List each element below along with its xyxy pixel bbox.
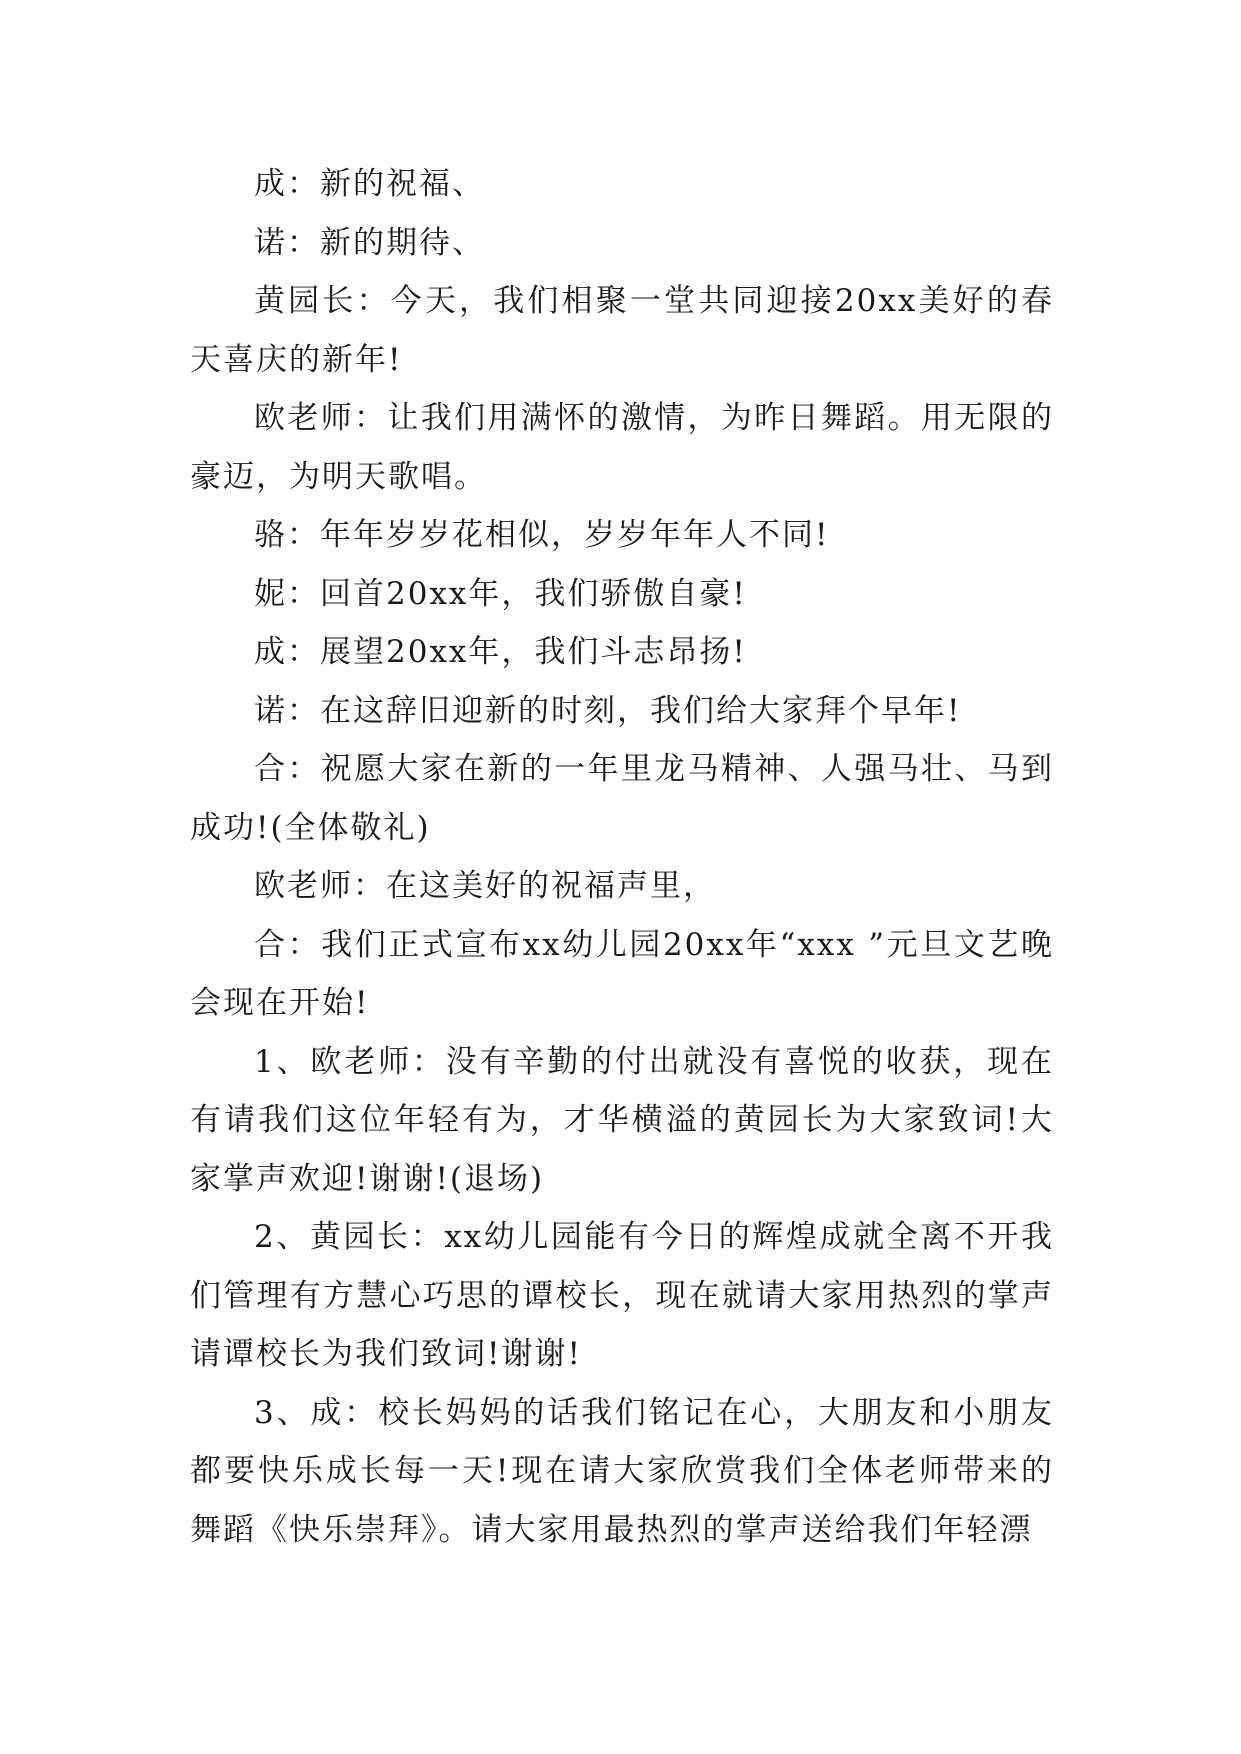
paragraph: 妮：回首20xx年，我们骄傲自豪! <box>254 575 747 612</box>
paragraph: 诺：新的期待、 <box>254 224 485 261</box>
document-body <box>190 155 1054 1559</box>
paragraph: 1、欧老师：没有辛勤的付出就没有喜悦的收获，现在有请我们这位年轻有为，才华横溢的黄园长为大家致词!大家掌声欢迎!谢谢!(退场) <box>190 1043 1054 1197</box>
paragraph: 3、成：校长妈妈的话我们铭记在心，大朋友和小朋友都要快乐成长每一天!现在请大家欣赏我们全体老师带来的舞蹈《快乐崇拜》。请大家用最热烈的掌声送给我们年轻漂 <box>190 1394 1054 1548</box>
paragraph: 成：展望20xx年，我们斗志昂扬! <box>254 634 747 670</box>
paragraph: 黄园长：今天，我们相聚一堂共同迎接20xx美好的春天喜庆的新年! <box>190 283 1054 378</box>
paragraph: 合：祝愿大家在新的一年里龙马精神、人强马壮、马到成功!(全体敬礼) <box>190 751 1054 846</box>
paragraph: 骆：年年岁岁花相似，岁岁年年人不同! <box>254 517 830 553</box>
paragraph: 欧老师：在这美好的祝福声里， <box>254 868 716 904</box>
paragraph: 诺：在这辞旧迎新的时刻，我们给大家拜个早年! <box>254 692 962 729</box>
paragraph: 合：我们正式宣布xx幼儿园20xx年“xxx ”元旦文艺晚会现在开始! <box>190 926 1054 1021</box>
paragraph: 欧老师：让我们用满怀的激情，为昨日舞蹈。用无限的豪迈，为明天歌唱。 <box>190 400 1054 495</box>
paragraph: 2、黄园长：xx幼儿园能有今日的辉煌成就全离不开我们管理有方慧心巧思的谭校长，现在就请大家用热烈的掌声请谭校长为我们致词!谢谢! <box>190 1219 1054 1372</box>
paragraph: 成：新的祝福、 <box>254 166 485 202</box>
